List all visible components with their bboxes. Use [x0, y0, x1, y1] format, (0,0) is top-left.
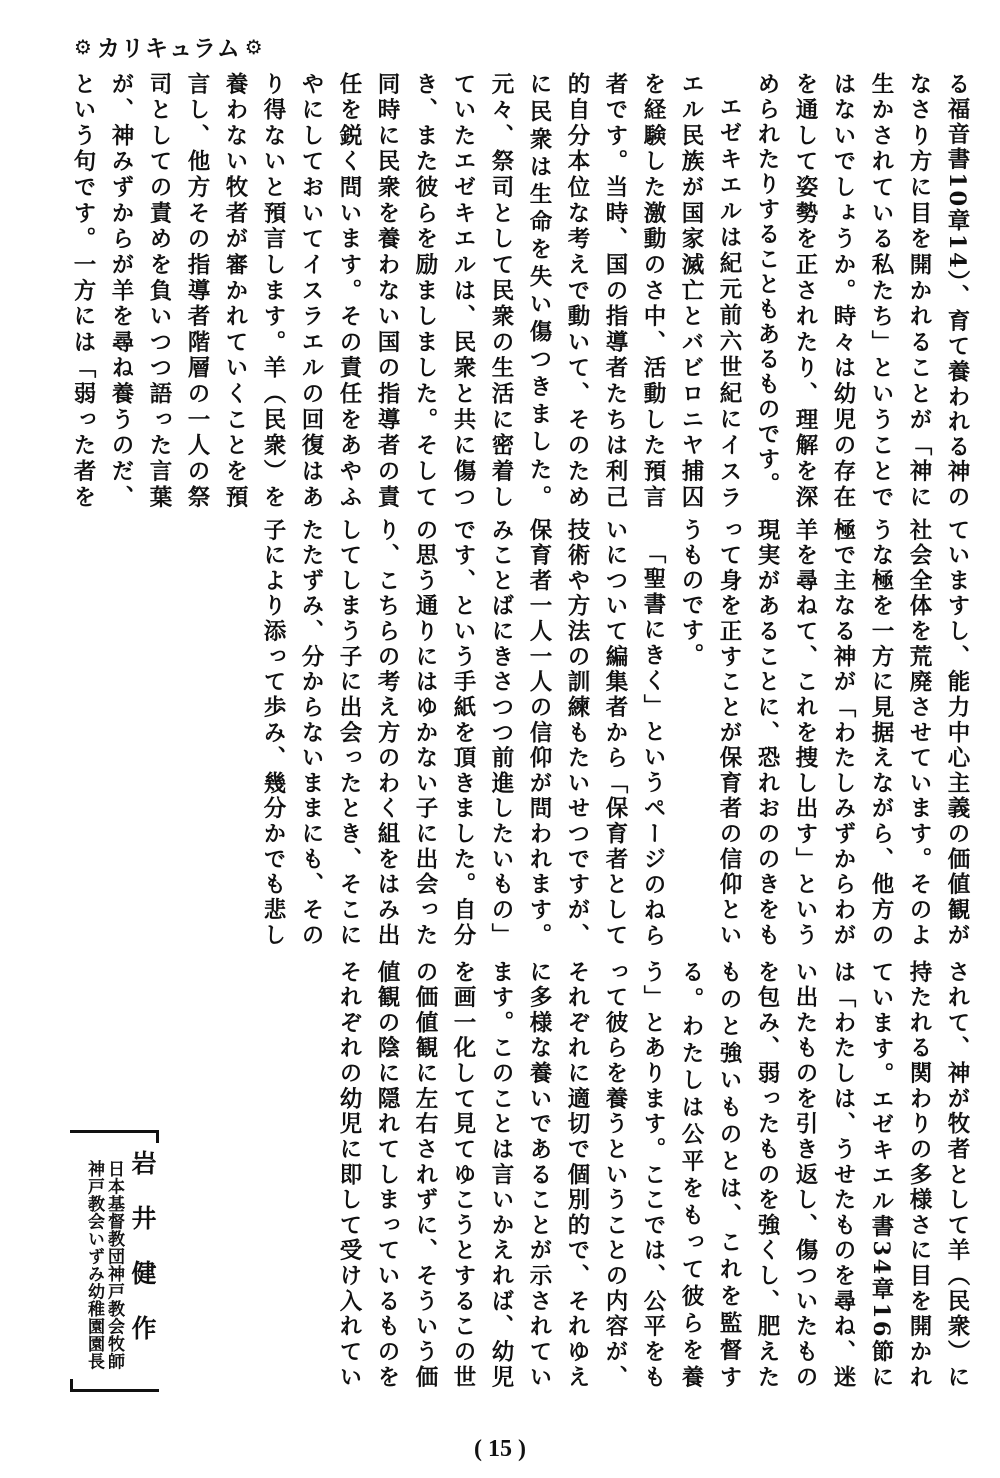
section-title: カリキュラム: [96, 36, 241, 62]
affiliation-line: 神戸教会いずみ幼稚園園長: [84, 1160, 104, 1370]
paragraph: エゼキエルは紀元前六世紀にイスラエル民族が国家滅亡とバビロニヤ捕囚を経験した激動のさ中、活動した預言者です。当時、国の指導者たちは利己的自分本位な考えで動いて、そのために民衆は生命を失い傷つきました。元々、祭司として民衆の生活に密着していたエゼキエルは、民衆と共に傷つき、また彼らを励ましました。そして同時に民衆を養わない国の指導者の責任を鋭く問います。その責任をあやふやにしておいてイスラエルの回復はあり得ないと預言します。羊（民衆）を養わない牧者が審かれていくことを預言し、他方その指導者階層の一人の祭司としての責めを負いつつ語った言葉が、神みずからが羊を尋ね養うのだ、という句です。一方には「弱った者を: [70, 72, 742, 510]
page-number: ( 15 ): [474, 1436, 526, 1462]
author-affiliation: [84, 1160, 124, 1370]
section-header: [74, 30, 264, 63]
body-text-tier-3: [330, 960, 976, 1390]
ornament-icon: ⚙: [244, 34, 264, 59]
paragraph: されて、神が牧者として羊（民衆）に持たれる関わりの多様さに目を開かれています。エゼキエル書34章16節には「わたしは、うせたものを尋ね、迷い出たものを引き返し、傷ついたものを包み、弱ったものを強くし、肥えたものと強いものとは、これを監督する。わたしは公平をもって彼らを養う」とあります。ここでは、公平をもって彼らを養うということの内容が、それぞれに適切で個別的で、それゆえに多様な養いであることが示されています。このことは言いかえれば、幼児を画一化して見てゆこうとするこの世の価値観に左右されずに、そういう価値観の陰に隠れてしまっているものをそれぞれの幼児に即して受け入れてい: [336, 960, 970, 1390]
bracket-icon: [70, 1379, 159, 1392]
body-text-tier-2: [250, 518, 976, 948]
paragraph: ていますし、能力中心主義の価値観が社会全体を荒廃させています。そのような極を一方に見据えながら、他方の極で主なる神が「わたしみずからわが羊を尋ねて、これを捜し出す」という現実があることに、恐れおののきをもって身を正すことが保育者の信仰というものです。: [678, 518, 970, 948]
bracket-icon: [70, 1130, 159, 1143]
ornament-icon: ⚙: [74, 34, 93, 59]
author-block: [70, 1130, 160, 1392]
author-name: 岩井健作: [128, 1150, 157, 1370]
affiliation-line: 日本基督教団神戸教会牧師: [104, 1160, 124, 1370]
body-text-tier-1: [58, 72, 976, 510]
paragraph: る福音書10章14）、育て養われる神のなさり方に目を開かれることが「神に生かされている私たち」ということではないでしょうか。時々は幼児の存在を通して姿勢を正されたり、理解を深められたりすることもあるものです。: [754, 72, 970, 510]
paragraph: 「聖書にきく」というページのねらいについて編集者から「保育者として技術や方法の訓練もたいせつですが、保育者一人一人の信仰が問われます。みことばにきさつつ前進したいもの」です、という手紙を頂きました。自分の思う通りにはゆかない子に出会ったり、こちらの考え方のわく組をはみ出してしまう子に出会ったとき、そこにたたずみ、分からないままにも、その子により添って歩み、幾分かでも悲し: [260, 518, 666, 948]
